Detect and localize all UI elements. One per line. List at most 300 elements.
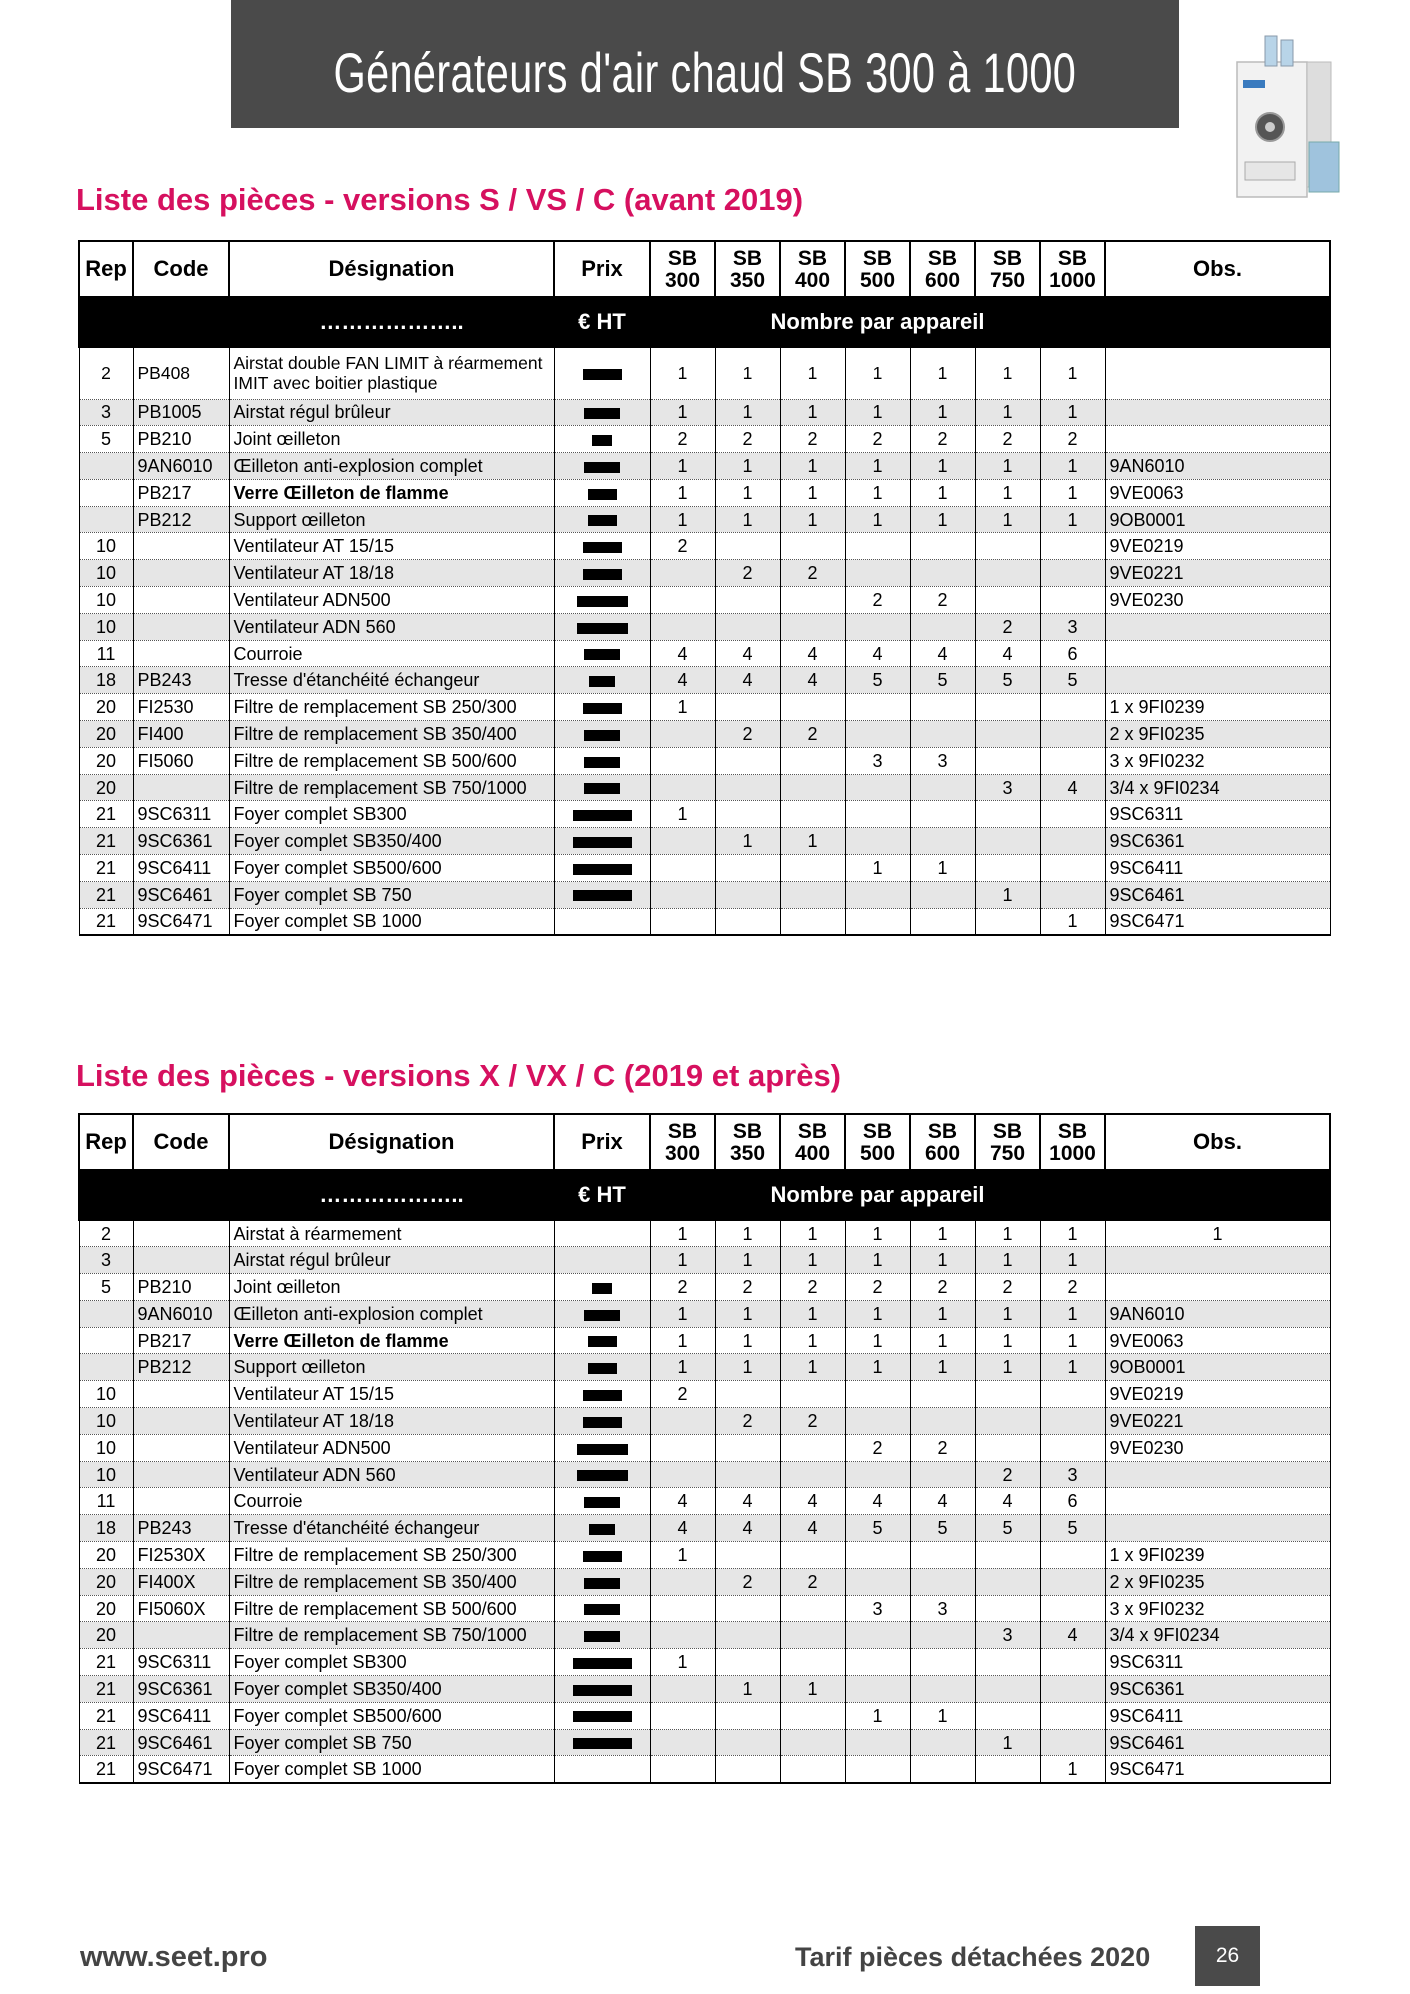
cell-count: 2: [845, 1274, 910, 1301]
cell-code: FI5060: [133, 747, 229, 774]
cell-count: 1: [975, 1327, 1040, 1354]
cell-price: [554, 1300, 650, 1327]
cell-designation: Foyer complet SB500/600: [229, 855, 554, 882]
cell-count: [910, 613, 975, 640]
cell-count: 1: [650, 1247, 715, 1274]
cell-count: [845, 1729, 910, 1756]
price-redacted-bar: [584, 1631, 620, 1642]
cell-price: [554, 721, 650, 748]
cell-count: [845, 1542, 910, 1569]
cell-count: 1: [910, 855, 975, 882]
cell-rep: 20: [79, 1622, 133, 1649]
cell-count: [845, 1676, 910, 1703]
cell-count: [975, 908, 1040, 935]
table-row: [79, 1702, 1330, 1729]
cell-count: 3: [1040, 1461, 1105, 1488]
cell-rep: 10: [79, 1461, 133, 1488]
price-redacted-bar: [573, 890, 632, 901]
cell-designation: Ventilateur ADN500: [229, 1434, 554, 1461]
table-row: [79, 881, 1330, 908]
cell-count: [845, 1408, 910, 1435]
cell-count: [845, 560, 910, 587]
table-row: [79, 453, 1330, 480]
parts-table-2019-and-after: [78, 1113, 1331, 1784]
cell-code: 9SC6461: [133, 1729, 229, 1756]
price-redacted-bar: [583, 1390, 622, 1401]
cell-count: 4: [650, 667, 715, 694]
cell-designation: Œilleton anti-explosion complet: [229, 453, 554, 480]
cell-rep: 10: [79, 1434, 133, 1461]
table-row: [79, 855, 1330, 882]
cell-count: [650, 1702, 715, 1729]
cell-rep: 21: [79, 1649, 133, 1676]
subheader-price: € HT: [554, 297, 650, 347]
cell-count: [780, 881, 845, 908]
cell-designation: Joint œilleton: [229, 426, 554, 453]
table-row: [79, 908, 1330, 935]
cell-code: [133, 1488, 229, 1515]
cell-rep: 3: [79, 399, 133, 426]
cell-designation: Foyer complet SB350/400: [229, 1676, 554, 1703]
cell-rep: 21: [79, 1756, 133, 1783]
cell-count: [845, 721, 910, 748]
cell-price: [554, 399, 650, 426]
cell-count: [715, 1702, 780, 1729]
cell-code: PB212: [133, 506, 229, 533]
cell-price: [554, 881, 650, 908]
price-redacted-bar: [588, 515, 617, 526]
cell-price: [554, 694, 650, 721]
col-header-sb-model: 600: [924, 269, 961, 292]
cell-count: [1040, 560, 1105, 587]
cell-count: [1040, 1542, 1105, 1569]
table-row: [79, 347, 1330, 399]
price-redacted-bar: [584, 757, 620, 768]
col-header-sb: [910, 1114, 975, 1170]
price-redacted-bar: [573, 810, 632, 821]
cell-code: [133, 1381, 229, 1408]
cell-count: [650, 1729, 715, 1756]
cell-designation: Ventilateur ADN 560: [229, 613, 554, 640]
cell-rep: 21: [79, 1702, 133, 1729]
cell-count: 2: [780, 426, 845, 453]
cell-obs: 9VE0063: [1105, 1327, 1330, 1354]
cell-price: [554, 1381, 650, 1408]
col-header-sb-label: SB: [1057, 1120, 1088, 1143]
cell-count: [780, 1434, 845, 1461]
price-redacted-bar: [588, 1363, 617, 1374]
subheader-designation: ………………..: [229, 1170, 554, 1220]
table-row: [79, 1542, 1330, 1569]
footer-website[interactable]: www.seet.pro: [80, 1941, 268, 1973]
cell-rep: 21: [79, 855, 133, 882]
cell-count: 2: [715, 426, 780, 453]
cell-count: 1: [1040, 1327, 1105, 1354]
cell-count: [715, 881, 780, 908]
cell-designation: Ventilateur AT 18/18: [229, 560, 554, 587]
cell-count: 1: [910, 1247, 975, 1274]
cell-count: [975, 1649, 1040, 1676]
cell-price: [554, 774, 650, 801]
cell-count: 1: [1040, 1220, 1105, 1247]
cell-price: [554, 453, 650, 480]
cell-count: 1: [975, 347, 1040, 399]
cell-code: [133, 1622, 229, 1649]
cell-count: 2: [910, 1434, 975, 1461]
cell-count: 2: [780, 721, 845, 748]
cell-designation: Joint œilleton: [229, 1274, 554, 1301]
price-redacted-bar: [577, 1444, 628, 1455]
cell-count: [650, 1461, 715, 1488]
cell-count: [715, 587, 780, 614]
table-row: [79, 694, 1330, 721]
cell-count: [715, 1542, 780, 1569]
table-row: [79, 1381, 1330, 1408]
cell-count: 1: [845, 1702, 910, 1729]
cell-count: [715, 774, 780, 801]
cell-count: [910, 1542, 975, 1569]
section-title-before-2019: Liste des pièces - versions S / VS / C (avant 2019): [76, 182, 804, 217]
cell-count: 1: [715, 1300, 780, 1327]
cell-count: [650, 828, 715, 855]
footer-catalog-title: Tarif pièces détachées 2020: [795, 1942, 1151, 1972]
cell-count: [780, 533, 845, 560]
price-redacted-bar: [584, 649, 620, 660]
cell-count: 3: [910, 747, 975, 774]
cell-count: 3: [910, 1595, 975, 1622]
cell-count: [650, 774, 715, 801]
col-header-sb-label: SB: [927, 1120, 958, 1143]
cell-count: [975, 801, 1040, 828]
cell-rep: 18: [79, 667, 133, 694]
cell-obs: 9SC6311: [1105, 1649, 1330, 1676]
cell-count: [780, 587, 845, 614]
cell-count: 1: [650, 1327, 715, 1354]
cell-count: [910, 1676, 975, 1703]
cell-obs: 1 x 9FI0239: [1105, 694, 1330, 721]
cell-count: 4: [910, 1488, 975, 1515]
cell-obs: [1105, 347, 1330, 399]
cell-designation: Support œilleton: [229, 506, 554, 533]
cell-count: 1: [845, 1220, 910, 1247]
cell-count: [845, 533, 910, 560]
table-row: [79, 1274, 1330, 1301]
cell-code: 9SC6471: [133, 1756, 229, 1783]
cell-count: [780, 855, 845, 882]
price-redacted-bar: [583, 369, 622, 380]
cell-code: 9AN6010: [133, 1300, 229, 1327]
cell-price: [554, 1434, 650, 1461]
cell-code: PB217: [133, 479, 229, 506]
cell-count: [1040, 587, 1105, 614]
cell-obs: 9OB0001: [1105, 1354, 1330, 1381]
table-row: [79, 1220, 1330, 1247]
price-redacted-bar: [577, 623, 628, 634]
cell-code: 9SC6461: [133, 881, 229, 908]
cell-count: [650, 587, 715, 614]
cell-count: [845, 1756, 910, 1783]
cell-count: [910, 1729, 975, 1756]
col-header-sb-label: SB: [992, 247, 1023, 270]
cell-obs: 9AN6010: [1105, 1300, 1330, 1327]
cell-price: [554, 347, 650, 399]
col-header-sb-model: 350: [729, 269, 766, 292]
cell-count: 1: [650, 479, 715, 506]
cell-rep: [79, 506, 133, 533]
cell-designation: Airstat double FAN LIMIT à réarmement IMIT avec boitier plastique: [229, 347, 554, 399]
cell-count: 1: [975, 506, 1040, 533]
col-header-sb-model: 300: [664, 269, 701, 292]
cell-rep: 20: [79, 694, 133, 721]
cell-count: [910, 560, 975, 587]
cell-count: [1040, 1408, 1105, 1435]
table-row: [79, 828, 1330, 855]
table-row: [79, 1300, 1330, 1327]
cell-count: [910, 801, 975, 828]
cell-code: PB243: [133, 1515, 229, 1542]
cell-count: [845, 1461, 910, 1488]
cell-count: [975, 533, 1040, 560]
cell-count: 1: [715, 828, 780, 855]
cell-count: 2: [845, 1434, 910, 1461]
cell-code: PB210: [133, 426, 229, 453]
cell-code: 9SC6411: [133, 1702, 229, 1729]
cell-count: 4: [1040, 1622, 1105, 1649]
cell-obs: 9VE0230: [1105, 587, 1330, 614]
col-header-sb-label: SB: [732, 247, 763, 270]
cell-rep: 20: [79, 1568, 133, 1595]
cell-designation: Airstat régul brûleur: [229, 399, 554, 426]
col-header-obs: Obs.: [1105, 1114, 1330, 1170]
page-title-bar: [231, 0, 1179, 128]
cell-count: [715, 1381, 780, 1408]
cell-count: 4: [650, 1488, 715, 1515]
subheader-blank: [1105, 297, 1330, 347]
cell-code: [133, 1408, 229, 1435]
cell-count: 1: [975, 1247, 1040, 1274]
cell-count: 2: [780, 1408, 845, 1435]
cell-count: 1: [845, 347, 910, 399]
cell-count: 1: [910, 347, 975, 399]
cell-count: 1: [715, 1676, 780, 1703]
col-header-sb: [1040, 1114, 1105, 1170]
cell-count: [845, 1568, 910, 1595]
cell-count: [1040, 828, 1105, 855]
cell-obs: 9SC6411: [1105, 855, 1330, 882]
cell-price: [554, 1408, 650, 1435]
cell-designation: Filtre de remplacement SB 500/600: [229, 747, 554, 774]
cell-count: 1: [1040, 1247, 1105, 1274]
cell-count: 1: [650, 1220, 715, 1247]
cell-count: [845, 1381, 910, 1408]
cell-designation: Tresse d'étanchéité échangeur: [229, 1515, 554, 1542]
col-header-sb: [910, 241, 975, 297]
cell-designation: Courroie: [229, 640, 554, 667]
page-title: Générateurs d'air chaud SB 300 à 1000: [333, 40, 1077, 104]
cell-obs: [1105, 1274, 1330, 1301]
col-header-sb: [650, 1114, 715, 1170]
cell-count: [650, 881, 715, 908]
cell-count: 1: [910, 453, 975, 480]
cell-count: 1: [1040, 506, 1105, 533]
cell-price: [554, 506, 650, 533]
cell-count: [845, 908, 910, 935]
cell-count: 1: [845, 1247, 910, 1274]
cell-price: [554, 533, 650, 560]
subheader-blank: [133, 1170, 229, 1220]
cell-price: [554, 1327, 650, 1354]
table-row: [79, 667, 1330, 694]
col-header-sb: [715, 241, 780, 297]
subheader-blank: [133, 297, 229, 347]
price-redacted-bar: [592, 1283, 612, 1294]
col-header-sb: [780, 1114, 845, 1170]
cell-designation: Foyer complet SB500/600: [229, 1702, 554, 1729]
cell-count: [845, 1649, 910, 1676]
price-redacted-bar: [577, 596, 628, 607]
table-row: [79, 426, 1330, 453]
cell-price: [554, 1676, 650, 1703]
cell-price: [554, 640, 650, 667]
cell-rep: 10: [79, 587, 133, 614]
cell-rep: 10: [79, 1381, 133, 1408]
cell-count: 4: [780, 667, 845, 694]
cell-count: [650, 1756, 715, 1783]
table-row: [79, 1327, 1330, 1354]
cell-rep: [79, 479, 133, 506]
cell-count: 1: [715, 1220, 780, 1247]
cell-count: 1: [910, 399, 975, 426]
cell-count: 1: [910, 479, 975, 506]
col-header-sb-label: SB: [667, 1120, 698, 1143]
cell-count: 1: [910, 1220, 975, 1247]
cell-code: [133, 533, 229, 560]
cell-obs: [1105, 667, 1330, 694]
table-row: [79, 1461, 1330, 1488]
cell-count: [780, 694, 845, 721]
cell-count: 1: [650, 399, 715, 426]
cell-designation: Airstat régul brûleur: [229, 1247, 554, 1274]
cell-count: 5: [1040, 667, 1105, 694]
col-header-sb-label: SB: [732, 1120, 763, 1143]
cell-price: [554, 1488, 650, 1515]
cell-count: [650, 1568, 715, 1595]
cell-count: 1: [845, 1327, 910, 1354]
cell-count: [1040, 1568, 1105, 1595]
cell-count: 2: [650, 426, 715, 453]
cell-obs: 1 x 9FI0239: [1105, 1542, 1330, 1569]
price-redacted-bar: [583, 1417, 622, 1428]
cell-rep: 20: [79, 1595, 133, 1622]
cell-rep: 20: [79, 747, 133, 774]
cell-count: 1: [975, 1220, 1040, 1247]
col-header-rep: Rep: [79, 1114, 133, 1170]
cell-count: 4: [1040, 774, 1105, 801]
table-row: [79, 613, 1330, 640]
cell-code: FI2530: [133, 694, 229, 721]
price-redacted-bar: [573, 1738, 632, 1749]
cell-obs: 9VE0063: [1105, 479, 1330, 506]
table-row: [79, 801, 1330, 828]
cell-count: 4: [715, 1488, 780, 1515]
col-header-sb-model: 500: [859, 269, 896, 292]
cell-count: 4: [780, 640, 845, 667]
price-redacted-bar: [584, 1310, 620, 1321]
cell-code: [133, 1461, 229, 1488]
table-row: [79, 640, 1330, 667]
subheader-count: Nombre par appareil: [650, 1170, 1105, 1220]
table-row: [79, 1729, 1330, 1756]
cell-count: 1: [975, 1729, 1040, 1756]
cell-count: [910, 1381, 975, 1408]
cell-code: PB210: [133, 1274, 229, 1301]
table-row: [79, 1676, 1330, 1703]
cell-designation: Filtre de remplacement SB 750/1000: [229, 1622, 554, 1649]
cell-price: [554, 560, 650, 587]
cell-obs: [1105, 1515, 1330, 1542]
cell-rep: 21: [79, 1729, 133, 1756]
cell-count: 1: [910, 1354, 975, 1381]
cell-obs: 2 x 9FI0235: [1105, 721, 1330, 748]
cell-obs: 9SC6471: [1105, 908, 1330, 935]
cell-obs: 3 x 9FI0232: [1105, 747, 1330, 774]
subheader-price: € HT: [554, 1170, 650, 1220]
cell-count: 4: [650, 1515, 715, 1542]
cell-count: 2: [715, 721, 780, 748]
cell-obs: 1: [1105, 1220, 1330, 1247]
cell-count: [715, 1434, 780, 1461]
cell-count: [780, 774, 845, 801]
cell-count: [910, 1622, 975, 1649]
cell-code: [133, 1247, 229, 1274]
cell-code: 9SC6471: [133, 908, 229, 935]
cell-code: [133, 640, 229, 667]
cell-code: [133, 560, 229, 587]
cell-obs: [1105, 399, 1330, 426]
cell-code: [133, 587, 229, 614]
price-redacted-bar: [573, 837, 632, 848]
col-header-sb-model: 300: [664, 1142, 701, 1165]
subheader-blank: [79, 297, 133, 347]
cell-price: [554, 1461, 650, 1488]
cell-code: FI2530X: [133, 1542, 229, 1569]
cell-obs: 3/4 x 9FI0234: [1105, 774, 1330, 801]
cell-count: 1: [780, 479, 845, 506]
cell-designation: Foyer complet SB 1000: [229, 908, 554, 935]
cell-count: 1: [845, 453, 910, 480]
cell-count: [910, 828, 975, 855]
cell-obs: 9VE0219: [1105, 1381, 1330, 1408]
price-redacted-bar: [584, 1604, 620, 1615]
cell-designation: Œilleton anti-explosion complet: [229, 1300, 554, 1327]
price-redacted-bar: [589, 1524, 615, 1535]
cell-count: 1: [715, 347, 780, 399]
cell-code: 9AN6010: [133, 453, 229, 480]
cell-count: 1: [650, 506, 715, 533]
cell-count: [1040, 801, 1105, 828]
table-row: [79, 533, 1330, 560]
col-header-sb: [845, 241, 910, 297]
cell-count: 1: [715, 479, 780, 506]
col-header-sb: [975, 1114, 1040, 1170]
cell-obs: [1105, 640, 1330, 667]
subheader-count: Nombre par appareil: [650, 297, 1105, 347]
cell-count: 1: [975, 453, 1040, 480]
cell-count: [910, 1649, 975, 1676]
cell-count: 2: [1040, 426, 1105, 453]
cell-count: [650, 1595, 715, 1622]
cell-count: 1: [910, 506, 975, 533]
